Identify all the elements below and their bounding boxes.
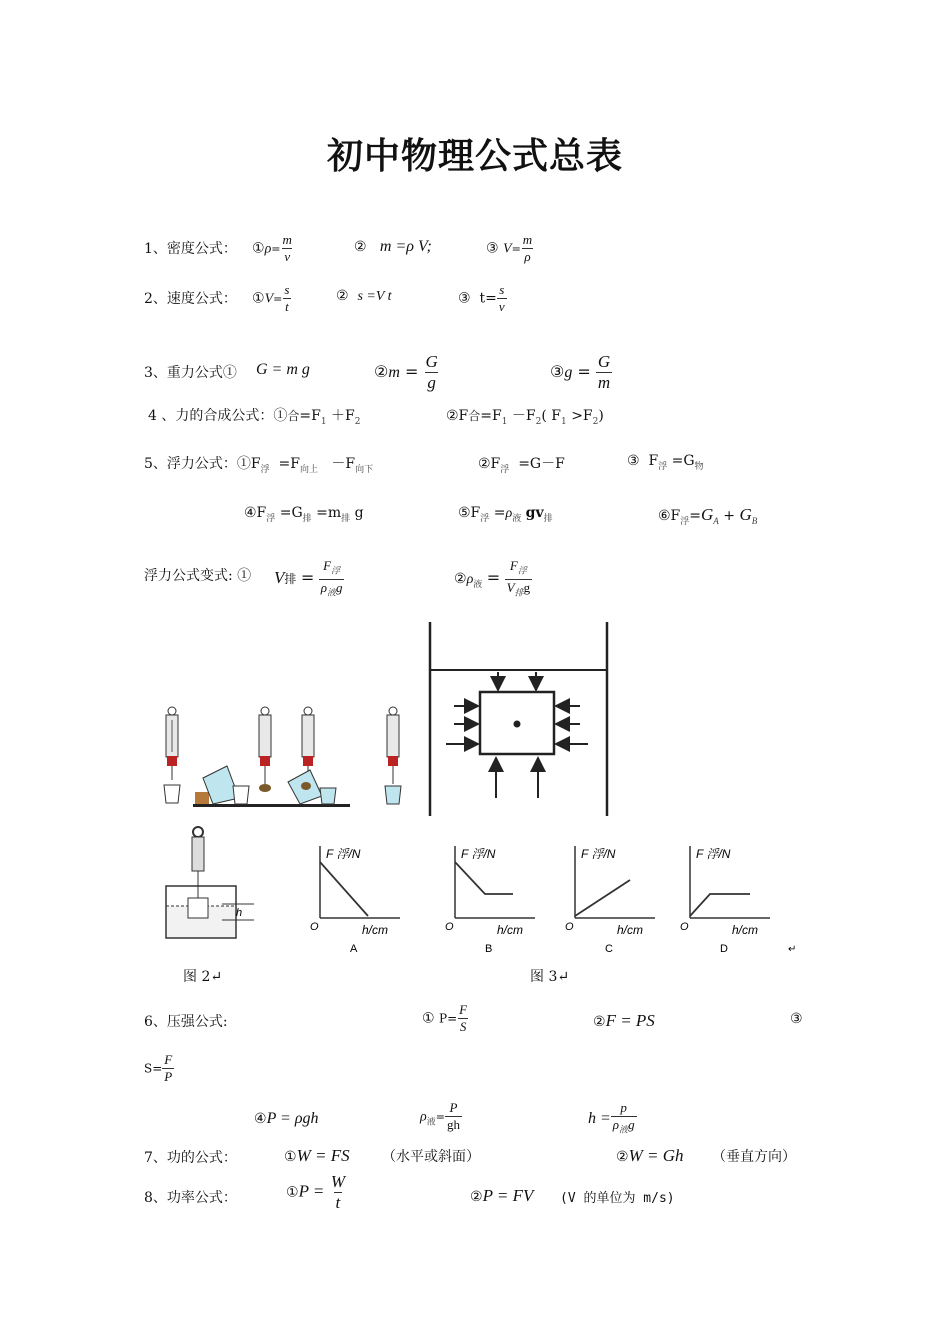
work-note-1: （水平或斜面）: [382, 1149, 480, 1165]
circled-num: ①: [252, 290, 265, 307]
h-label: h: [236, 907, 243, 919]
subscript: 液: [326, 587, 336, 598]
pressure-formula-6: [588, 1100, 637, 1138]
subscript: B: [751, 515, 758, 526]
symbol: t=: [479, 290, 497, 307]
circled-num: ③: [458, 290, 471, 307]
gravity-formula-3: ③g = $\frac{G}{m}$: [550, 352, 611, 392]
x-axis-label: h/cm: [497, 923, 524, 937]
buoyancy-formula-1: [144, 453, 373, 475]
subscript: 1: [501, 416, 508, 427]
formula-text: W = Gh: [628, 1146, 684, 1165]
page-title: 初中物理公式总表: [326, 135, 623, 177]
power-label: 8、功率公式：: [144, 1190, 237, 1206]
symbol: h =: [588, 1109, 611, 1127]
buoyancy-variant-1: [274, 558, 344, 600]
numerator: G: [425, 352, 438, 371]
formula-text: P = ρgh: [266, 1110, 319, 1127]
denominator: t: [285, 299, 289, 314]
symbol: V: [264, 291, 274, 307]
graph-curve-A: [320, 862, 368, 916]
buoyancy-formula-6: [658, 505, 757, 527]
symbol: ρ: [505, 506, 513, 521]
density-label: 1、密度公式：: [144, 241, 237, 257]
symbol: ρ: [466, 572, 474, 588]
buoyancy-depth-graphs: [300, 840, 800, 960]
denominator: g: [427, 373, 436, 392]
buoyancy-formula-4: [244, 505, 364, 524]
formula-text: s =V t: [357, 289, 392, 304]
pressure-formula-4: [254, 1110, 319, 1128]
y-axis-label: F 浮/N: [696, 847, 731, 861]
numerator: p: [620, 1100, 627, 1115]
numerator: P: [449, 1100, 458, 1115]
circled-num: ①: [286, 1184, 299, 1201]
work-label: 7、功的公式：: [144, 1150, 237, 1166]
circled-num: ②: [374, 362, 389, 381]
circled-num: ③: [627, 453, 640, 469]
y-axis-label: F 浮/N: [581, 847, 616, 861]
gravity-formula-1: G = m g: [256, 361, 310, 378]
symbol: m: [388, 364, 400, 381]
origin-label: O: [310, 921, 319, 933]
formula-text: =F: [299, 408, 321, 424]
spring-scale-1: [164, 707, 180, 803]
y-axis-label: F 浮/N: [326, 847, 361, 861]
numerator: m: [522, 232, 533, 247]
denominator: P: [164, 1069, 173, 1084]
denominator: v: [498, 299, 505, 314]
circled-num: ③: [486, 240, 499, 257]
symbol: +: [723, 508, 735, 524]
formula-text: ＋F: [331, 408, 355, 424]
work-formula-1: [284, 1146, 350, 1166]
subscript: 浮: [517, 565, 527, 576]
formula-text: F: [648, 453, 659, 469]
symbol: V: [506, 579, 515, 595]
resultant-label: 4 、力的合成公式：①: [148, 408, 288, 424]
power-formula-2: [470, 1186, 533, 1206]
circled-num: ②F: [446, 408, 469, 424]
symbol: g: [628, 1117, 635, 1132]
density-formula-3: [486, 232, 534, 265]
numerator: F: [509, 558, 518, 573]
formula-text: =: [493, 505, 506, 521]
symbol: V: [503, 241, 512, 257]
subscript: 液: [619, 1124, 629, 1135]
symbol: =: [300, 568, 315, 588]
symbol: =: [271, 242, 281, 256]
formula-text: m =ρ V;: [379, 238, 432, 255]
subscript: 2: [535, 416, 542, 427]
symbol: ρ: [264, 241, 272, 257]
denominator: S: [459, 1019, 467, 1034]
graph-curve-B: [455, 862, 513, 894]
x-axis-label: h/cm: [362, 923, 389, 937]
formula-text: =m: [316, 505, 342, 521]
subscript: A: [713, 515, 719, 526]
figure-3-caption: 图 3↵: [530, 969, 570, 985]
buoyancy-formula-2: [478, 453, 565, 475]
pressure-formula-1: [422, 1002, 469, 1035]
spring-scale-2: [259, 707, 271, 792]
beaker-with-spring-scale-figure: [158, 826, 258, 944]
circled-num: ②: [470, 1189, 483, 1205]
resultant-force-formula: [148, 405, 360, 427]
speed-formula-1: ①V= $\frac{s}{t}$: [252, 282, 290, 314]
formula-text: －F: [331, 456, 356, 472]
pressure-label: 6、压强公式:: [144, 1014, 228, 1030]
buoyancy-variant-2: [454, 558, 532, 600]
formula-text: F = PS: [605, 1011, 655, 1030]
numerator: F: [323, 558, 332, 573]
symbol: P =: [298, 1181, 325, 1201]
origin-label: O: [445, 921, 454, 933]
subscript: 浮: [480, 513, 490, 524]
formula-text: gv: [525, 505, 544, 521]
circled-num: ⑤F: [458, 505, 481, 521]
pressure-formula-3: [144, 1052, 174, 1085]
subscript: 排: [302, 513, 312, 524]
work-note-2: （垂直方向）: [712, 1149, 796, 1165]
gravity-label: 3、重力公式①: [144, 365, 237, 381]
density-formula-1: [252, 232, 294, 265]
speed-label: 2、速度公式：: [144, 291, 237, 307]
figure-2-caption: 图 2↵: [183, 969, 223, 985]
work-formula-2: [616, 1146, 683, 1166]
circled-num: ③: [550, 362, 565, 381]
circled-num: ④F: [244, 505, 267, 521]
numerator: s: [284, 282, 290, 297]
formula-text: －F: [511, 408, 536, 424]
formula-text: >F: [571, 408, 593, 424]
spring-scale-4: [385, 707, 401, 804]
power-formula-1: [286, 1172, 347, 1213]
density-formula-2: [354, 238, 432, 256]
formula-text: =G: [671, 453, 695, 469]
graph-option-label: D: [720, 943, 728, 955]
graph-option-label: C: [605, 943, 613, 955]
pressure-formula-5: $\rho_液=$ $\frac{P}{gh}$: [420, 1100, 460, 1132]
circled-num: ②: [354, 239, 367, 255]
y-axis-label: F 浮/N: [461, 847, 496, 861]
symbol: g: [335, 579, 343, 595]
symbol: =: [511, 242, 521, 256]
numerator: W: [330, 1172, 345, 1191]
spring-scale-3: [288, 707, 336, 804]
subscript: 排: [543, 513, 553, 524]
graph-option-label: A: [350, 943, 358, 955]
pressure-on-submerged-block-diagram: [428, 622, 610, 816]
denominator: ρ: [524, 249, 531, 264]
subscript: 液: [512, 513, 522, 524]
formula-text: W = FS: [296, 1146, 350, 1165]
resultant-force-formula-2: [446, 405, 604, 427]
archimedes-experiment-illustration-2: [280, 700, 420, 812]
subscript: 浮: [500, 464, 510, 475]
subscript: 排: [284, 572, 297, 587]
graph-curve-C: [575, 880, 630, 916]
subscript: 液: [426, 1117, 436, 1128]
subscript: 1: [320, 416, 327, 427]
subscript: 浮: [260, 464, 270, 475]
origin-label: O: [565, 921, 574, 933]
graph-curve-D: [690, 894, 750, 916]
circled-num: ②: [454, 571, 467, 588]
subscript: 合: [468, 409, 481, 423]
x-axis-label: h/cm: [617, 923, 644, 937]
denominator: gh: [446, 1117, 460, 1132]
graph-option-label: B: [485, 943, 493, 955]
circled-num: ①: [422, 1010, 440, 1027]
x-axis-label: h/cm: [732, 923, 759, 937]
subscript: 物: [694, 461, 704, 472]
symbol: G: [701, 505, 714, 524]
denominator: v: [284, 249, 291, 264]
power-unit-note: (V 的单位为 m/s): [560, 1191, 675, 1206]
circled-num: ②: [593, 1014, 606, 1030]
origin-label: O: [680, 921, 689, 933]
pressure-formula-2: [593, 1011, 655, 1031]
formula-text: g: [354, 505, 364, 521]
circled-num: ②F: [478, 456, 501, 472]
symbol: P=: [439, 1011, 458, 1026]
subscript: 浮: [680, 516, 690, 527]
symbol: G: [739, 505, 752, 524]
formula-text: =F: [278, 456, 300, 472]
numerator: G: [597, 352, 611, 371]
formula-text: P = FV: [482, 1186, 534, 1205]
buoyancy-formula-5: [458, 505, 553, 524]
symbol: ρ: [320, 579, 327, 595]
symbol: g: [564, 364, 573, 381]
subscript: 浮: [266, 513, 276, 524]
numerator: s: [499, 282, 505, 297]
circled-num: ⑥F: [658, 508, 681, 524]
speed-formula-2: [336, 288, 392, 305]
circled-num: ④: [254, 1111, 267, 1127]
circled-num: ①: [252, 240, 265, 257]
subscript: 浮: [331, 565, 341, 576]
subscript: 合: [287, 409, 300, 423]
numerator: F: [164, 1052, 173, 1067]
circled-num: ②: [336, 288, 349, 304]
subscript: 1: [561, 416, 567, 427]
formula-text: =G: [279, 505, 303, 521]
subscript: 液: [473, 579, 483, 590]
formula-text: ): [598, 408, 604, 424]
numerator: F: [459, 1002, 468, 1017]
formula-text: =G－F: [518, 456, 565, 472]
subscript: 浮: [658, 461, 668, 472]
return-mark: ↵: [788, 944, 797, 955]
subscript: 2: [354, 416, 361, 427]
symbol: ρ: [612, 1117, 620, 1132]
denominator: m: [597, 373, 611, 392]
buoyancy-formula-3: [627, 453, 704, 472]
gravity-formula-2: ②m = $\frac{G}{g}$: [374, 352, 438, 392]
symbol: ρ: [420, 1109, 427, 1125]
pressure-formula-3-num: ③: [790, 1011, 803, 1027]
symbol: g: [523, 579, 531, 595]
denominator: t: [335, 1193, 341, 1212]
circled-num: ②: [616, 1149, 629, 1165]
numerator: m: [282, 232, 292, 247]
circled-num: ①: [284, 1149, 297, 1165]
buoyancy-variant-label: 浮力公式变式: ①: [144, 568, 252, 584]
subscript: 向上: [300, 464, 319, 475]
speed-formula-3: [458, 282, 507, 315]
symbol: =: [486, 568, 501, 588]
symbol: V: [274, 568, 285, 588]
subscript: 向下: [355, 464, 374, 475]
formula-text: =: [689, 508, 702, 524]
subscript: 排: [341, 513, 351, 524]
symbol: S=: [144, 1061, 163, 1076]
formula-text: ( F: [541, 408, 562, 424]
formula-text: =F: [480, 408, 502, 424]
subscript: 2: [592, 416, 599, 427]
subscript: 排: [514, 587, 524, 598]
buoyancy-label: 5、浮力公式：①F: [144, 456, 261, 472]
